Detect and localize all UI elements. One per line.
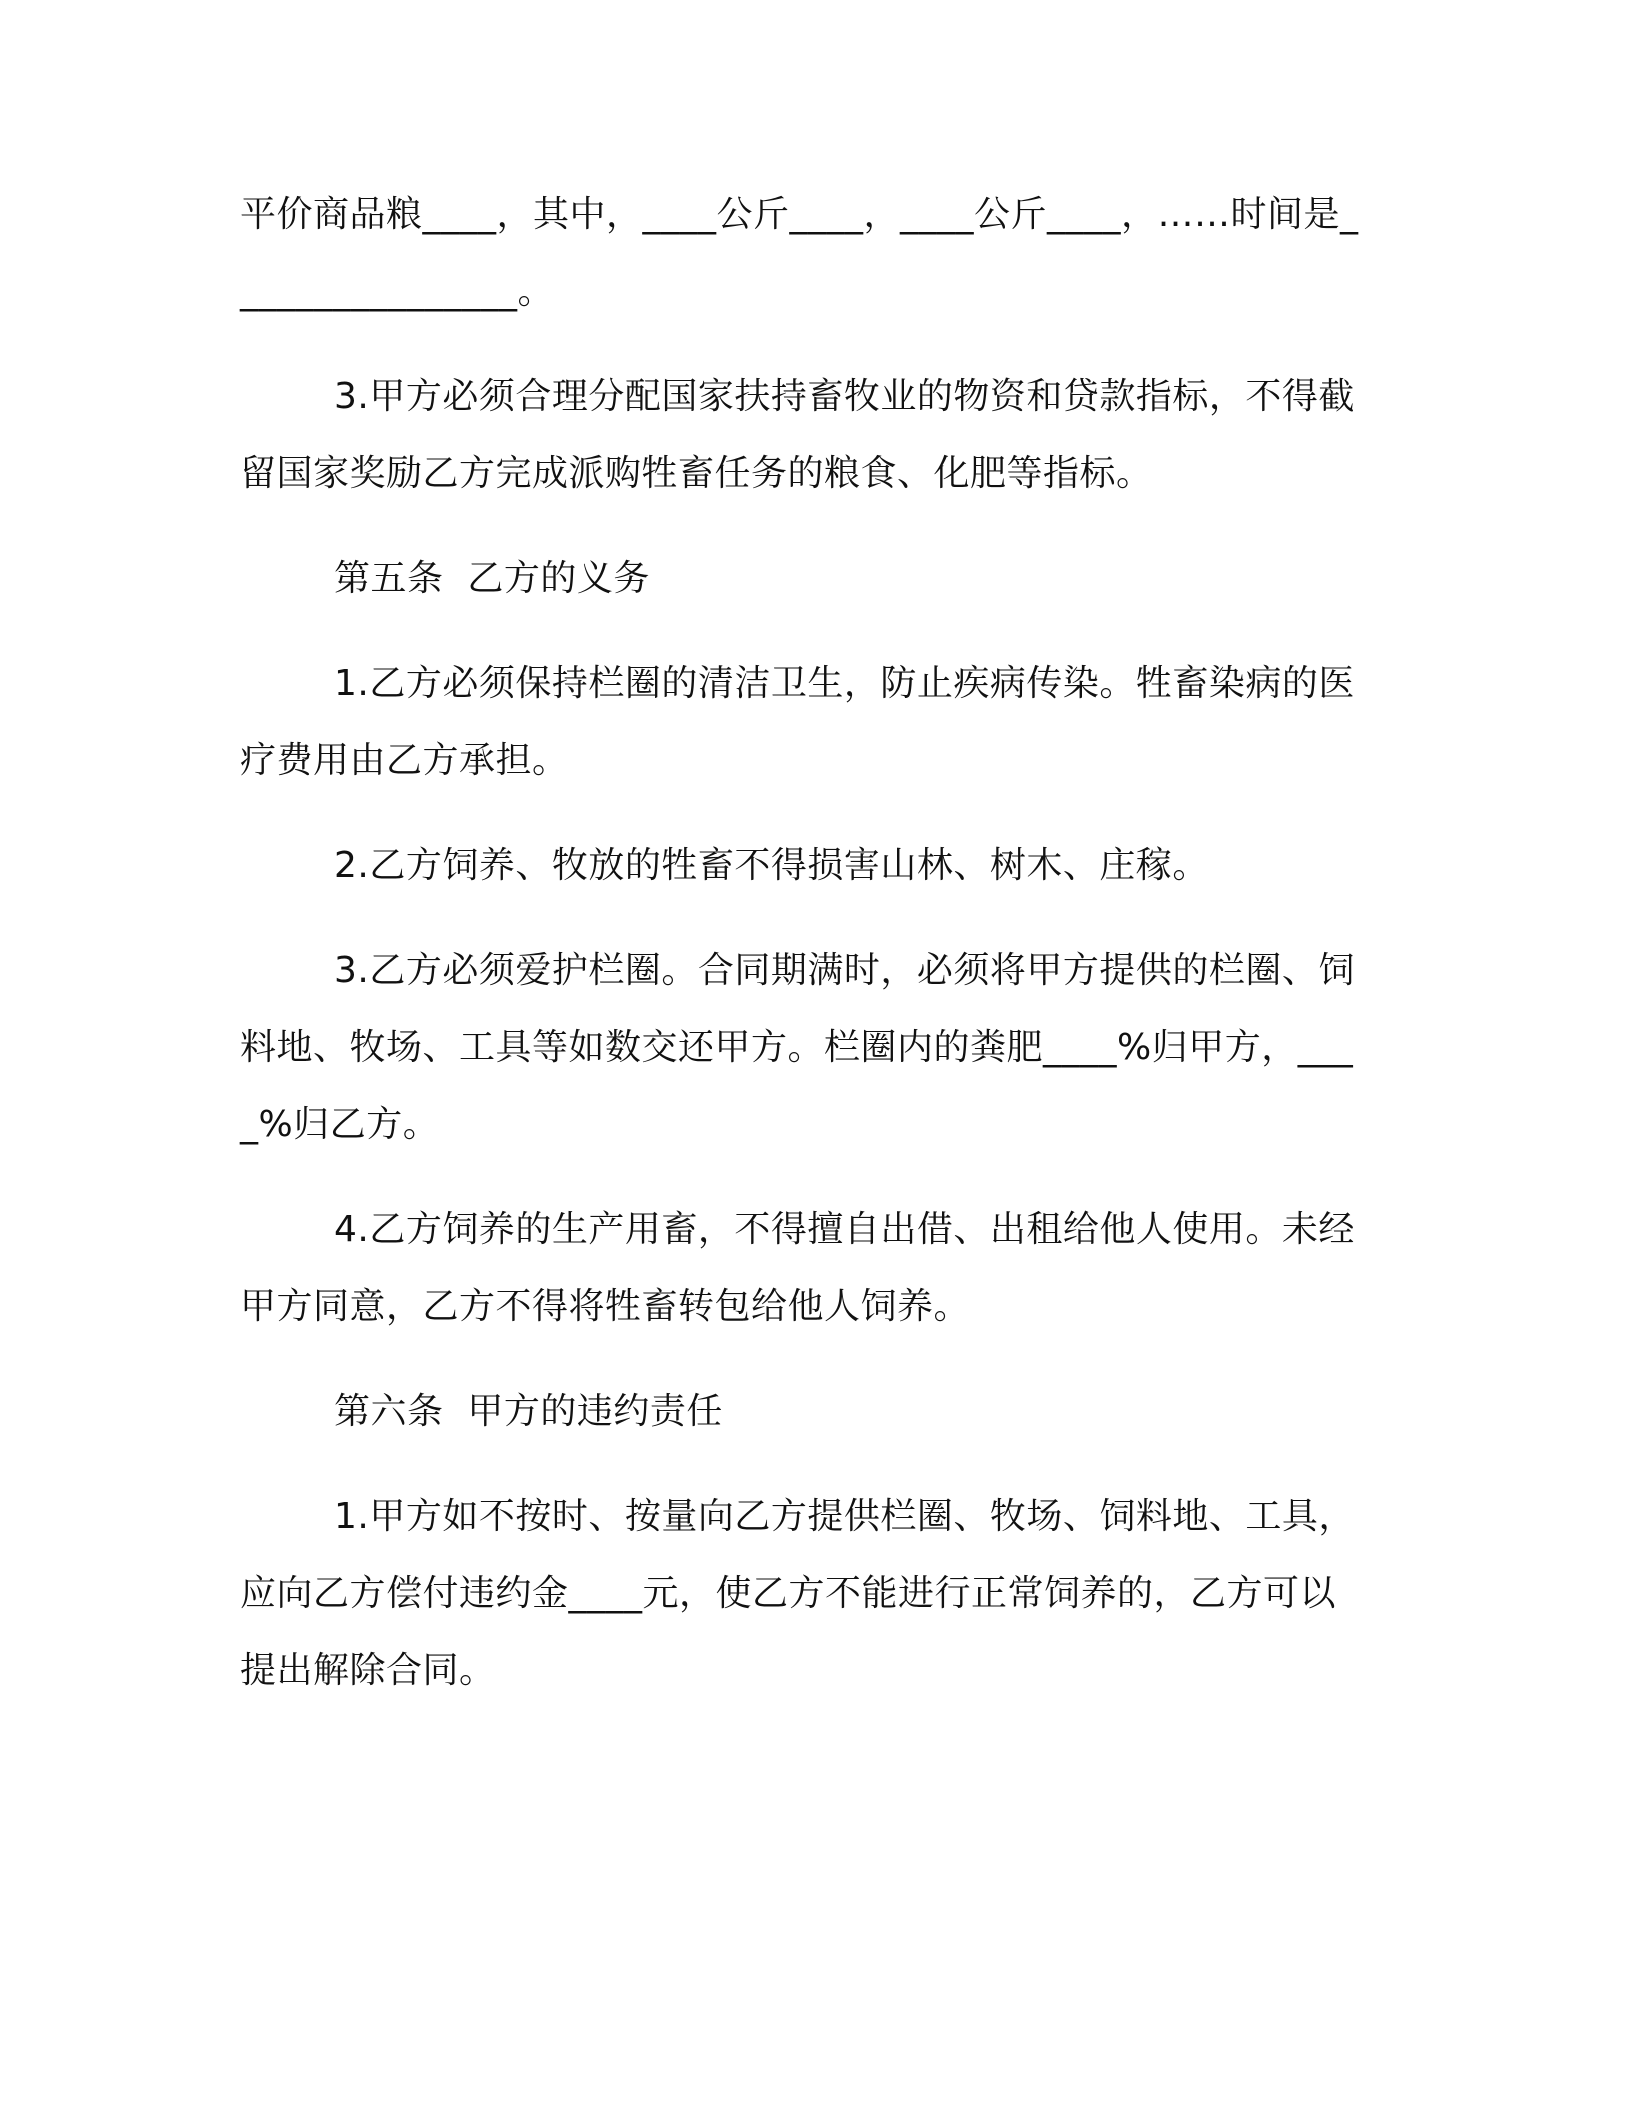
paragraph-party-a-obligation-3: 3.甲方必须合理分配国家扶持畜牧业的物资和贷款指标，不得截留国家奖励乙方完成派购牲畜任务的粮食、化肥等指标。: [240, 376, 1355, 494]
paragraph-grain-quota: 平价商品粮____，其中，____公斤____，____公斤____，……时间是________________。: [240, 194, 1359, 312]
article-6-heading: 第六条 甲方的违约责任: [334, 1391, 723, 1432]
paragraph-party-b-obligation-1: 1.乙方必须保持栏圈的清洁卫生，防止疾病传染。牲畜染病的医疗费用由乙方承担。: [240, 663, 1355, 781]
paragraph-party-a-liability-1: 1.甲方如不按时、按量向乙方提供栏圈、牧场、饲料地、工具，应向乙方偿付违约金____元，使乙方不能进行正常饲养的，乙方可以提出解除合同。: [240, 1496, 1355, 1691]
paragraph-party-b-obligation-4: 4.乙方饲养的生产用畜，不得擅自出借、出租给他人使用。未经甲方同意，乙方不得将牲畜转包给他人饲养。: [240, 1209, 1355, 1327]
article-5-heading: 第五条 乙方的义务: [334, 558, 650, 599]
paragraph-party-b-obligation-2: 2.乙方饲养、牧放的牲畜不得损害山林、树木、庄稼。: [334, 845, 1209, 886]
paragraph-party-b-obligation-3: 3.乙方必须爱护栏圈。合同期满时，必须将甲方提供的栏圈、饲料地、牧场、工具等如数交还甲方。栏圈内的粪肥____%归甲方，____%归乙方。: [240, 950, 1355, 1145]
document-body: [240, 176, 1370, 1737]
